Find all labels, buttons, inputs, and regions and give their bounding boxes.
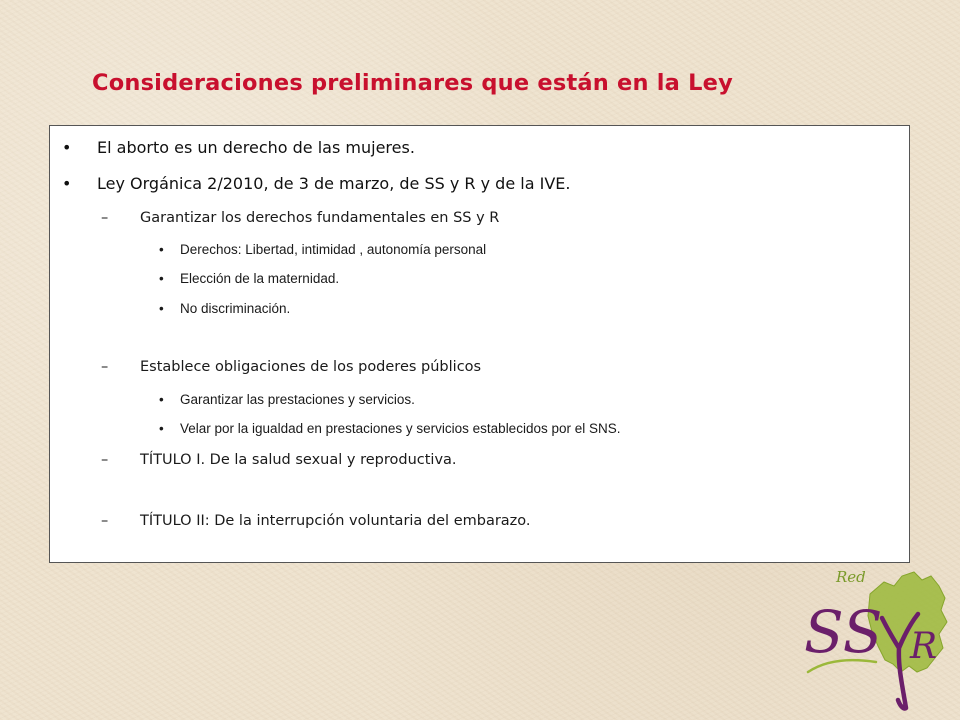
dash-icon: –	[101, 513, 109, 529]
bullet-icon: •	[159, 271, 164, 286]
sub-sub-item	[159, 271, 340, 286]
sub-item	[101, 210, 500, 226]
sub-sub-item-text: No discriminación.	[180, 301, 291, 316]
dash-icon: –	[101, 359, 109, 375]
bullet-item-text: El aborto es un derecho de las mujeres.	[97, 138, 415, 157]
sub-sub-item-text: Derechos: Libertad, intimidad , autonomía personal	[180, 242, 487, 257]
sub-item	[101, 452, 457, 468]
sub-item-text: TÍTULO I. De la salud sexual y reproductiva.	[140, 452, 457, 468]
sub-sub-item	[159, 242, 487, 257]
bullet-icon: •	[159, 301, 164, 316]
red-ssyr-logo	[798, 560, 958, 720]
sub-sub-item	[159, 392, 415, 407]
bullet-item	[62, 138, 415, 157]
sub-sub-item	[159, 421, 621, 436]
logo-ss-label: SS	[804, 598, 883, 666]
sub-item-text: TÍTULO II: De la interrupción voluntaria del embarazo.	[140, 513, 531, 529]
bullet-item-text: Ley Orgánica 2/2010, de 3 de marzo, de SS y R y de la IVE.	[97, 174, 571, 193]
sub-item	[101, 513, 531, 529]
sub-sub-item-text: Elección de la maternidad.	[180, 271, 340, 286]
sub-item-text: Establece obligaciones de los poderes públicos	[140, 359, 482, 375]
sub-item	[101, 359, 482, 375]
dash-icon: –	[101, 210, 109, 226]
sub-sub-item-text: Garantizar las prestaciones y servicios.	[180, 392, 415, 407]
bullet-icon: •	[159, 392, 164, 407]
content-box	[49, 125, 910, 563]
sub-sub-item	[159, 301, 291, 316]
sub-sub-item-text: Velar por la igualdad en prestaciones y servicios establecidos por el SNS.	[180, 421, 621, 436]
logo-r-label: R	[910, 626, 938, 667]
bullet-icon: •	[62, 138, 72, 157]
logo-red-label: Red	[836, 568, 866, 586]
sub-item-text: Garantizar los derechos fundamentales en SS y R	[140, 210, 500, 226]
bullet-icon: •	[159, 421, 164, 436]
slide-title: Consideraciones preliminares que están en la Ley	[92, 70, 733, 96]
dash-icon: –	[101, 452, 109, 468]
bullet-icon: •	[159, 242, 164, 257]
bullet-item	[62, 174, 571, 193]
bullet-icon: •	[62, 174, 72, 193]
